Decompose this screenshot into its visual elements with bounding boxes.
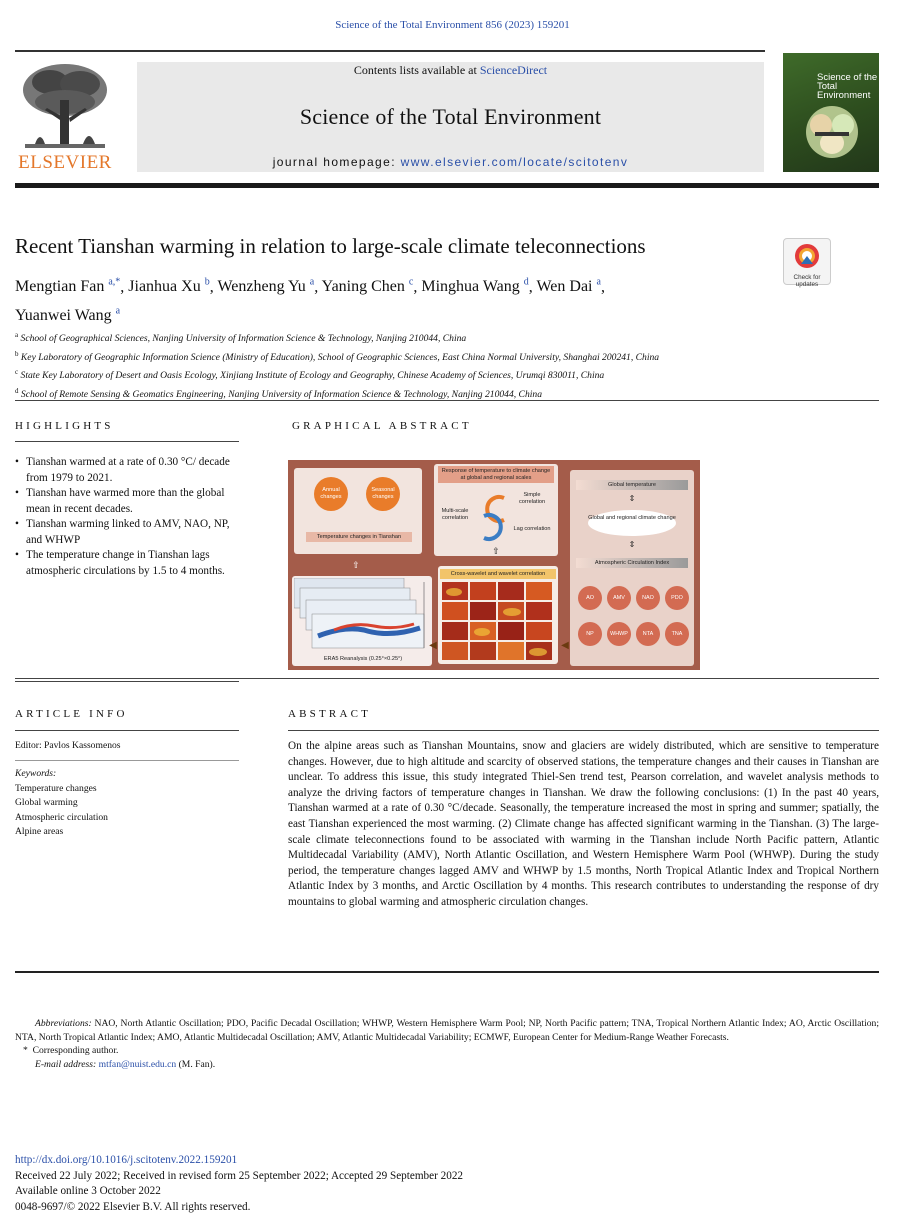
abstract-text: On the alpine areas such as Tianshan Mountains, snow and glaciers are widely distributed, which are sensitive to temperature changes. However, due to high altitude and scarcity of observed stations, the temperature changes and their causes in Tianshan are unclear. To address this issue, this study integrated Thiel-Sen trend test, Pearson correlation, and wavelet analysis methods to analyze the driving factors of temperature changes in Tianshan. We draw the following conclusions: (1) In the past 40 years, Tianshan warmed at a rate of 0.30 °C/decade. Seasonally, the temperature increased the most in spring and summer; spatially, the east Tianshan experienced the most warming. (2) Climate change has affected significant warming in the Tianshan. (3) The large-scale climate teleconnections found to be associated with warming in the Tianshan include North Pacific pattern, Atlantic Multidecadal Variability (AMV), North Atlantic Oscillation, and Western Hemisphere Warm Pool (WHWP). During the study period, the temperature changes lagged AMV and WHWP by 1.5 months, North Tropical Atlantic Index and Tropical Northern Atlantic Index by 3 months, and Arctic Oscillation by 4 months. This research contributes to understanding the response of dry mountains to global warming and atmospheric circulation changes.: [288, 740, 879, 908]
ga-left-arrow-icon: ◀: [429, 640, 437, 651]
ga-simple-corr-label: Simple correlation: [518, 492, 546, 505]
email-note: E-mail address: mtfan@nuist.edu.cn (M. Fan).: [35, 1058, 216, 1070]
ga-global-temp-label: Global temperature: [576, 480, 688, 490]
received-dates: Received 22 July 2022; Received in revised form 25 September 2022; Accepted 29 September 2022: [15, 1169, 464, 1182]
author[interactable]: Jianhua Xu $^b$: [128, 277, 210, 296]
journal-citation[interactable]: Science of the Total Environment 856 (2023) 159201: [335, 19, 570, 31]
available-online: Available online 3 October 2022: [15, 1185, 161, 1197]
affiliation: $^b$ Key Laboratory of Geographic Information Science (Ministry of Education), School of Geographic Sciences, East China Normal University, Shanghai 200241, China: [15, 349, 660, 363]
graphical-abstract-figure[interactable]: [288, 460, 700, 670]
affiliation: $^d$ School of Remote Sensing & Geomatics Engineering, Nanjing University of Information Science & Technology, Nanjing 210044, China: [15, 387, 543, 401]
keyword[interactable]: Atmospheric circulation: [15, 811, 108, 823]
ga-correlation-arcs-icon: [474, 492, 514, 542]
article-info-heading: ARTICLE INFO: [15, 708, 128, 720]
ga-seasonal-circle: Seasonal changes: [366, 477, 400, 511]
ga-multiscale-label: Multi-scale correlation: [441, 508, 469, 521]
ga-index-circle: AMV: [607, 586, 631, 610]
cover-title: Science of the Total Environment: [817, 72, 878, 101]
ga-map-stack-icon: [294, 578, 430, 654]
ga-index-circle: NP: [578, 622, 602, 646]
corresponding-note: * Corresponding author.: [23, 1045, 119, 1056]
highlights-list: [15, 455, 239, 579]
copyright: 0048-9697/© 2022 Elsevier B.V. All rights reserved.: [15, 1200, 251, 1213]
email-link[interactable]: mtfan@nuist.edu.cn: [98, 1058, 177, 1070]
email-label: E-mail address:: [35, 1058, 97, 1070]
check-updates-icon: [792, 242, 822, 270]
doi-link[interactable]: http://dx.doi.org/10.1016/j.scitotenv.2022.159201: [15, 1154, 238, 1166]
ga-index-circle: PDO: [665, 586, 689, 610]
abbreviations-label: Abbreviations:: [35, 1018, 92, 1029]
ga-global-regional-label: Global and regional climate change: [588, 510, 676, 536]
article-info-rule: [15, 730, 239, 731]
keyword[interactable]: Temperature changes: [15, 782, 97, 794]
author[interactable]: Yuanwei Wang $^a$: [15, 305, 121, 324]
section-rule: [15, 971, 879, 973]
ga-left-arrow-icon: ◀: [561, 640, 569, 651]
affiliations: [15, 328, 875, 403]
ga-lag-corr-label: Lag correlation: [513, 526, 551, 532]
publisher-name: ELSEVIER: [18, 152, 112, 173]
journal-cover[interactable]: [783, 53, 879, 172]
author[interactable]: Yaning Chen $^c$: [321, 277, 414, 296]
author[interactable]: Wen Dai $^a$: [536, 277, 601, 296]
author-list: Mengtian Fan $^{a,*}$, Jianhua Xu $^b$, Wenzheng Yu $^a$, Yaning Chen $^c$, Minghua Wang $^d$, Wen Dai $^a$, Yuanwei Wang $^a$: [15, 277, 605, 324]
contents-line: [137, 63, 764, 78]
abbreviations-note: Abbreviations: NAO, North Atlantic Oscillation; PDO, Pacific Decadal Oscillation; WHWP, Western Hemisphere Warm Pool; NP, North Pacific pattern; TNA, Tropical Northern Atlantic Index; AO, Arctic Oscillation; NTA, North Tropical Atlantic Index; AMO, Atlantic Multidecadal Oscillation; AMV, Atlantic Multidecadal Variability; ECMWF, European Center for Medium-Range Weather Forecasts.: [15, 1018, 880, 1043]
ga-index-circle: WHWP: [607, 622, 631, 646]
footer-info: [15, 1153, 463, 1215]
highlights-heading: HIGHLIGHTS: [15, 420, 114, 432]
homepage-prefix: journal homepage:: [272, 155, 401, 169]
highlight-item: • The temperature change in Tianshan lags atmospheric circulations by 1.5 to 4 months.: [15, 548, 239, 579]
ga-index-circle: NAO: [636, 586, 660, 610]
article-info-rule: [15, 760, 239, 761]
ga-era5-label: ERA5 Reanalysis (0.25°×0.25°): [323, 656, 403, 662]
section-rule: [15, 400, 879, 401]
check-updates-label: Check for updates: [793, 274, 821, 288]
ga-index-circle: AO: [578, 586, 602, 610]
highlights-rule: [15, 441, 239, 442]
section-rule: [15, 681, 239, 682]
abstract-rule: [288, 730, 879, 731]
keywords-label: Keywords:: [15, 768, 57, 779]
ga-index-circle: NTA: [636, 622, 660, 646]
ga-double-arrow-icon: ⇕: [628, 540, 636, 549]
ga-annual-circle: Annual changes: [314, 477, 348, 511]
keyword[interactable]: Global warming: [15, 797, 78, 808]
sciencedirect-link[interactable]: ScienceDirect: [479, 63, 548, 77]
ga-up-arrow-icon: ⇧: [352, 560, 360, 570]
check-for-updates-button[interactable]: [783, 238, 831, 288]
ga-up-arrow-icon: ⇧: [492, 546, 500, 556]
footnotes: [15, 1017, 879, 1071]
ga-temp-changes-label: Temperature changes in Tianshan: [306, 532, 412, 542]
author[interactable]: Minghua Wang $^d$: [421, 277, 529, 296]
cover-leaf-icon: [797, 97, 867, 167]
author[interactable]: Mengtian Fan $^{a,*}$: [15, 277, 121, 296]
ga-response-title: Response of temperature to climate change at global and regional scales: [438, 466, 554, 483]
ga-double-arrow-icon: ⇕: [628, 494, 636, 503]
affiliation: $^a$ School of Geographical Sciences, Nanjing University of Information Science & Technology, Nanjing 210044, China: [15, 331, 467, 345]
affiliation: $^c$ State Key Laboratory of Desert and Oasis Ecology, Xinjiang Institute of Ecology and Geography, Chinese Academy of Sciences, Urumqi 830011, China: [15, 368, 605, 382]
header-thick-rule: [15, 183, 879, 188]
article-title: Recent Tianshan warming in relation to large-scale climate teleconnections: [15, 234, 646, 258]
keywords: [15, 767, 108, 840]
journal-title: Science of the Total Environment: [299, 104, 602, 129]
abstract-heading: ABSTRACT: [288, 708, 372, 720]
author[interactable]: Wenzheng Yu $^a$: [217, 277, 315, 296]
elsevier-logo[interactable]: [15, 60, 115, 172]
ga-aci-label: Atmospheric Circulation Index: [576, 558, 688, 568]
keyword[interactable]: Alpine areas: [15, 826, 64, 837]
graphical-abstract-heading: GRAPHICAL ABSTRACT: [292, 420, 472, 432]
journal-homepage: [137, 155, 764, 169]
ga-index-circle: TNA: [665, 622, 689, 646]
highlight-item: • Tianshan warming linked to AMV, NAO, NP, and WHWP: [15, 517, 239, 548]
ga-wavelet-grid-icon: [442, 582, 554, 662]
homepage-link[interactable]: www.elsevier.com/locate/scitotenv: [400, 155, 629, 169]
editor-line: Editor: Pavlos Kassomenos: [15, 740, 121, 751]
ga-wavelet-title: Cross-wavelet and wavelet correlation: [440, 569, 556, 579]
header-rule: [15, 50, 765, 52]
section-rule: [15, 678, 879, 679]
contents-prefix: Contents lists available at: [353, 63, 480, 77]
highlight-item: • Tianshan have warmed more than the global mean in recent decades.: [15, 486, 239, 517]
highlight-item: • Tianshan warmed at a rate of 0.30 °C/ decade from 1979 to 2021.: [15, 455, 239, 486]
